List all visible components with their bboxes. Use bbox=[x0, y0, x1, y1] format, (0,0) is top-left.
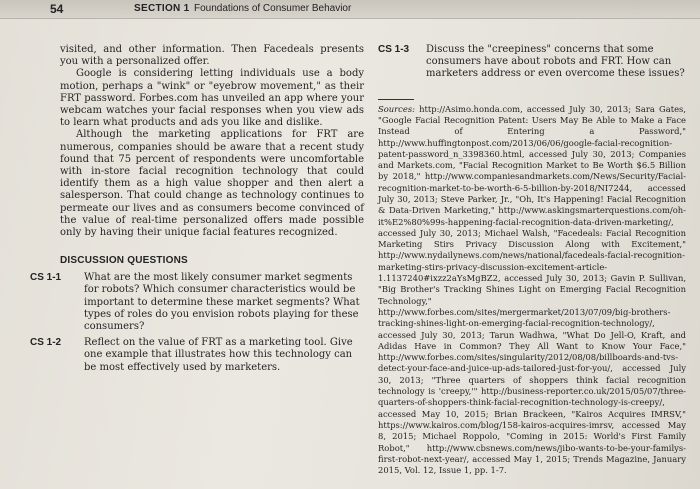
question-label: CS 1-2 bbox=[30, 337, 62, 349]
question-text: Discuss the "creepiness" concerns that some consumers have about robots and FRT. How can marketers address or even overcome these issues? bbox=[426, 44, 685, 80]
paragraph-1: visited, and other information. Then Facedeals presents you with a personalized offer. bbox=[60, 44, 364, 68]
sources-label: Sources: bbox=[378, 103, 415, 114]
section-title: Foundations of Consumer Behavior bbox=[194, 3, 352, 14]
left-column bbox=[30, 44, 364, 378]
running-header bbox=[0, 0, 700, 19]
sources-divider bbox=[378, 99, 414, 100]
question-cs-1-2 bbox=[30, 337, 364, 374]
sources-text: http://Asimo.honda.com, accessed July 30, 2013; Sara Gates, "Google Facial Recognition Patent: Users May Be Able to Make a Face Instead of Entering a Password," http://www.huffingtonpost.com/2013/06/06/google-facial-recognition-patent-password_n_3398360.html, accessed July 30, 2013; Companies and Markets.com, "Facial Recognition Market to Be Worth $6.5 Billion by 2018," http://www.companiesandmarkets.com/News/Security/Facial-recognition-market-to-be-worth-6-5-billion-by-2018/NI7244, accessed July 30, 2013; Steve Parker, Jr., "Oh, It's Happening! Facial Recognition & Data-Driven Marketing," http://www.askingsmarterquestions.com/oh-it%E2%80%99s-happening-facial-recognition-data-driven-marketing/, accessed July 30, 2013; Michael Walsh, "Facedeals: Facial Recognition Marketing Stirs Privacy Discussion Along with Excitement," http://www.nydailynews.com/news/national/facedeals-facial-recognition-marketing-stirs-privacy-discussion-excitement-article-1.1137240#ixzz2aYsMgBZ2, accessed July 30, 2013; Gavin P. Sullivan, "Big Brother's Tracking Shines Light on Emerging Facial Recognition Technology," http://www.forbes.com/sites/mergermarket/2013/07/09/big-brothers-tracking-shines-light-on-emerging-facial-recognition-technology/, accessed July 30, 2013; Tarun Wadhwa, "What Do Jell-O, Kraft, and Adidas Have in Common? They All Want to Know Your Face," http://www.forbes.com/sites/singularity/2012/08/08/billboards-and-tvs-detect-your-face-and-juice-up-ads-tailored-just-for-you/, accessed July 30, 2013; "Three quarters of shoppers think facial recognition technology is 'creepy,'" http://business-reporter.co.uk/2015/05/07/three-quarters-of-shoppers-think-facial-recognition-technology-is-creepy/, accessed May 10, 2015; Brian Brackeen, "Kairos Acquires IMRSV," https://www.kairos.com/blog/158-kairos-acquires-imrsv, accessed May 8, 2015; Michael Roppolo, "Coming in 2015: World's First Family Robot," http://www.cbsnews.com/news/jibo-wants-to-be-your-familys-first-robot-next-year/, accessed May 1, 2015; Trends Magazine, January 2015, Vol. 12, Issue 1, pp. 1-7. bbox=[378, 103, 686, 476]
page-number: 54 bbox=[50, 2, 64, 16]
paragraph-3: Although the marketing applications for FRT are numerous, companies should be aware that a recent study found that 75 percent of respondents were uncomfortable with in-store facial recognition technology that could identify them as a high value shopper and then alert a salesperson. That could change as technology continues to permeate our lives and as consumers become convinced of the value of real-time personalized offers made possible only by having their unique facial features recognized. bbox=[60, 129, 364, 239]
question-cs-1-1 bbox=[30, 272, 364, 333]
question-label: CS 1-1 bbox=[30, 272, 62, 284]
sources-block bbox=[378, 104, 686, 477]
right-column bbox=[378, 44, 686, 476]
discussion-heading: DISCUSSION QUESTIONS bbox=[60, 255, 188, 267]
section-label: SECTION 1 bbox=[134, 3, 190, 14]
question-text: Reflect on the value of FRT as a marketing tool. Give one example that illustrates how this technology can be most effectively used by marketers. bbox=[84, 337, 353, 373]
paragraph-2: Google is considering letting individuals use a body motion, perhaps a "wink" or "eyebrow movement," as their FRT password. Forbes.com has unveiled an app where your webcam watches your facial responses when you view ads to learn what products and ads you like and dislike. bbox=[60, 68, 364, 129]
question-text: What are the most likely consumer market segments for robots? Which consumer characteristics would be important to determine these market segments? What types of roles do you envision robots playing for these consumers? bbox=[84, 272, 360, 333]
question-label: CS 1-3 bbox=[378, 44, 410, 55]
question-cs-1-3 bbox=[378, 44, 686, 81]
